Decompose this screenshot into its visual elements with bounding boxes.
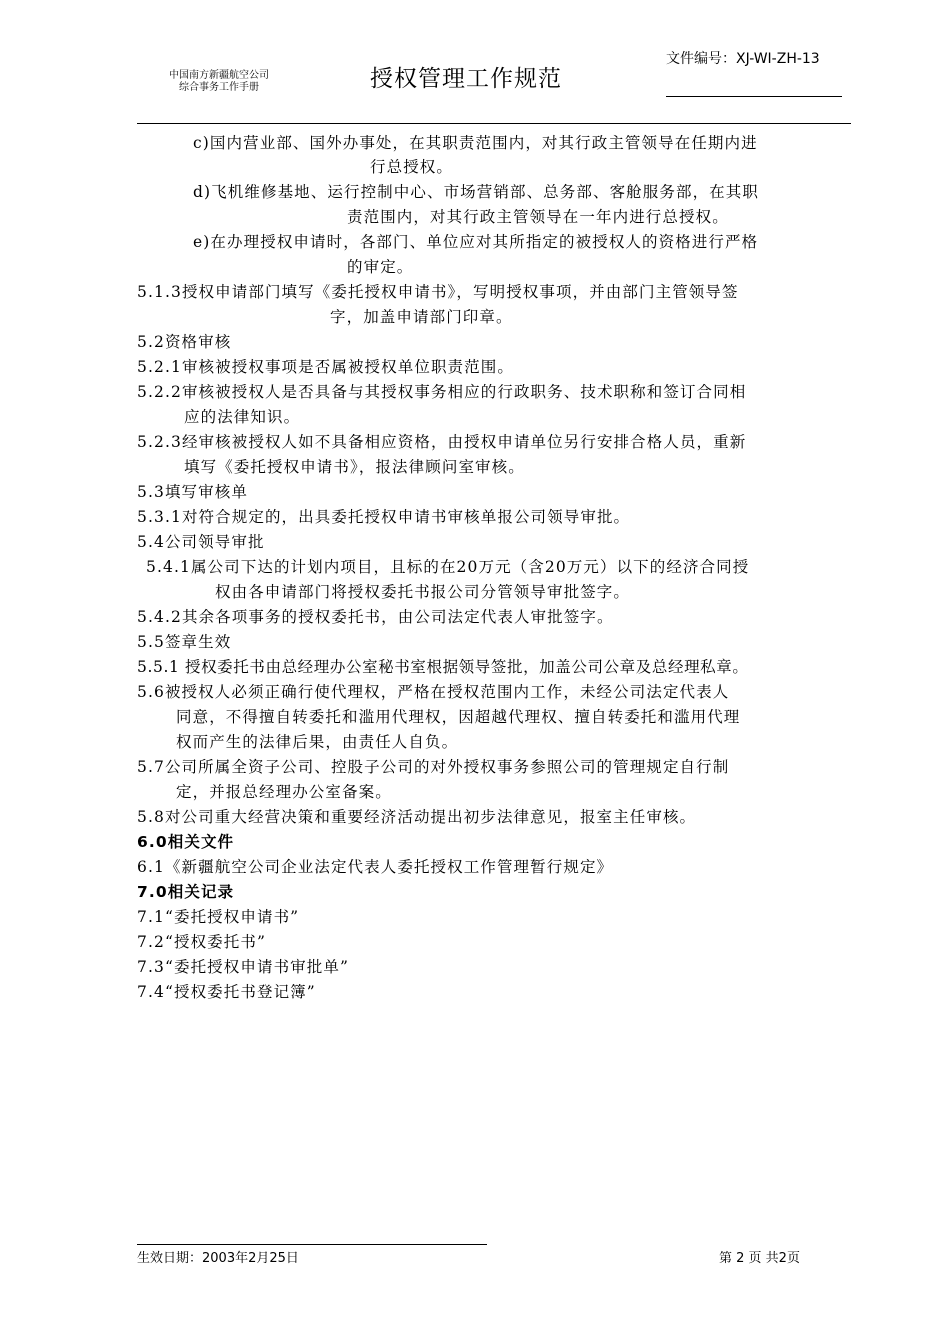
company-name-line2: 综合事务工作手册 (179, 82, 259, 93)
body-line: 7.1“委托授权申请书” (137, 908, 300, 926)
body-line: 权而产生的法律后果，由责任人自负。 (176, 733, 459, 751)
body-line: 5.2.3经审核被授权人如不具备相应资格，由授权申请单位另行安排合格人员，重新 (137, 433, 747, 451)
body-line: 5.5.1 授权委托书由总经理办公室秘书室根据领导签批，加盖公司公章及总经理私章。 (137, 658, 749, 676)
company-name (160, 70, 278, 94)
body-line: 5.3填写审核单 (137, 483, 248, 501)
body-line: c)国内营业部、国外办事处，在其职责范围内，对其行政主管领导在任期内进 (193, 134, 758, 152)
body-line: 5.4公司领导审批 (137, 533, 265, 551)
body-line: 定，并报总经理办公室备案。 (176, 783, 392, 801)
body-line: 填写《委托授权申请书》，报法律顾问室审核。 (184, 458, 525, 476)
section-heading: 7.0相关记录 (137, 883, 235, 901)
section-heading: 6.0相关文件 (137, 833, 235, 851)
header-divider (137, 123, 851, 124)
effective-date: 生效日期：2003年2月25日 (137, 1251, 299, 1266)
body-line: 5.1.3授权申请部门填写《委托授权申请书》，写明授权事项，并由部门主管领导签 (137, 283, 739, 301)
body-line: 的审定。 (347, 258, 414, 276)
body-line: d)飞机维修基地、运行控制中心、市场营销部、总务部、客舱服务部，在其职 (193, 183, 759, 201)
footer-divider (137, 1244, 487, 1245)
body-line: 应的法律知识。 (184, 408, 301, 426)
body-line: 责范围内，对其行政主管领导在一年内进行总授权。 (347, 208, 729, 226)
document-number: 文件编号：XJ-WI-ZH-13 (666, 51, 820, 67)
body-line: 行总授权。 (370, 158, 454, 176)
body-line: 5.3.1对符合规定的，出具委托授权申请书审核单报公司领导审批。 (137, 508, 631, 526)
body-line: 7.4“授权委托书登记簿” (137, 983, 316, 1001)
body-line: 权由各申请部门将授权委托书报公司分管领导审批签字。 (215, 583, 631, 601)
body-line: 5.4.1属公司下达的计划内项目，且标的在20万元（含20万元）以下的经济合同授 (146, 558, 750, 576)
body-line: 同意，不得擅自转委托和滥用代理权，因超越代理权、擅自转委托和滥用代理 (176, 708, 741, 726)
body-line: 5.8对公司重大经营决策和重要经济活动提出初步法律意见，报室主任审核。 (137, 808, 697, 826)
body-line: 5.2资格审核 (137, 333, 232, 351)
body-line: e)在办理授权申请时，各部门、单位应对其所指定的被授权人的资格进行严格 (193, 233, 759, 251)
body-line: 5.5签章生效 (137, 633, 232, 651)
body-line: 5.2.2审核被授权人是否具备与其授权事务相应的行政职务、技术职称和签订合同相 (137, 383, 747, 401)
body-line: 5.4.2其余各项事务的授权委托书，由公司法定代表人审批签字。 (137, 608, 614, 626)
body-line: 字，加盖申请部门印章。 (330, 308, 513, 326)
body-line: 5.7公司所属全资子公司、控股子公司的对外授权事务参照公司的管理规定自行制 (137, 758, 730, 776)
body-line: 7.2“授权委托书” (137, 933, 266, 951)
company-name-line1: 中国南方新疆航空公司 (169, 70, 269, 81)
body-line: 5.2.1审核被授权事项是否属被授权单位职责范围。 (137, 358, 514, 376)
body-line: 7.3“委托授权申请书审批单” (137, 958, 349, 976)
page-number: 第 2 页 共2页 (719, 1251, 800, 1266)
body-line: 5.6被授权人必须正确行使代理权，严格在授权范围内工作，未经公司法定代表人 (137, 683, 730, 701)
document-number-underline (666, 96, 842, 97)
body-line: 6.1《新疆航空公司企业法定代表人委托授权工作管理暂行规定》 (137, 858, 614, 876)
document-title: 授权管理工作规范 (370, 66, 562, 92)
